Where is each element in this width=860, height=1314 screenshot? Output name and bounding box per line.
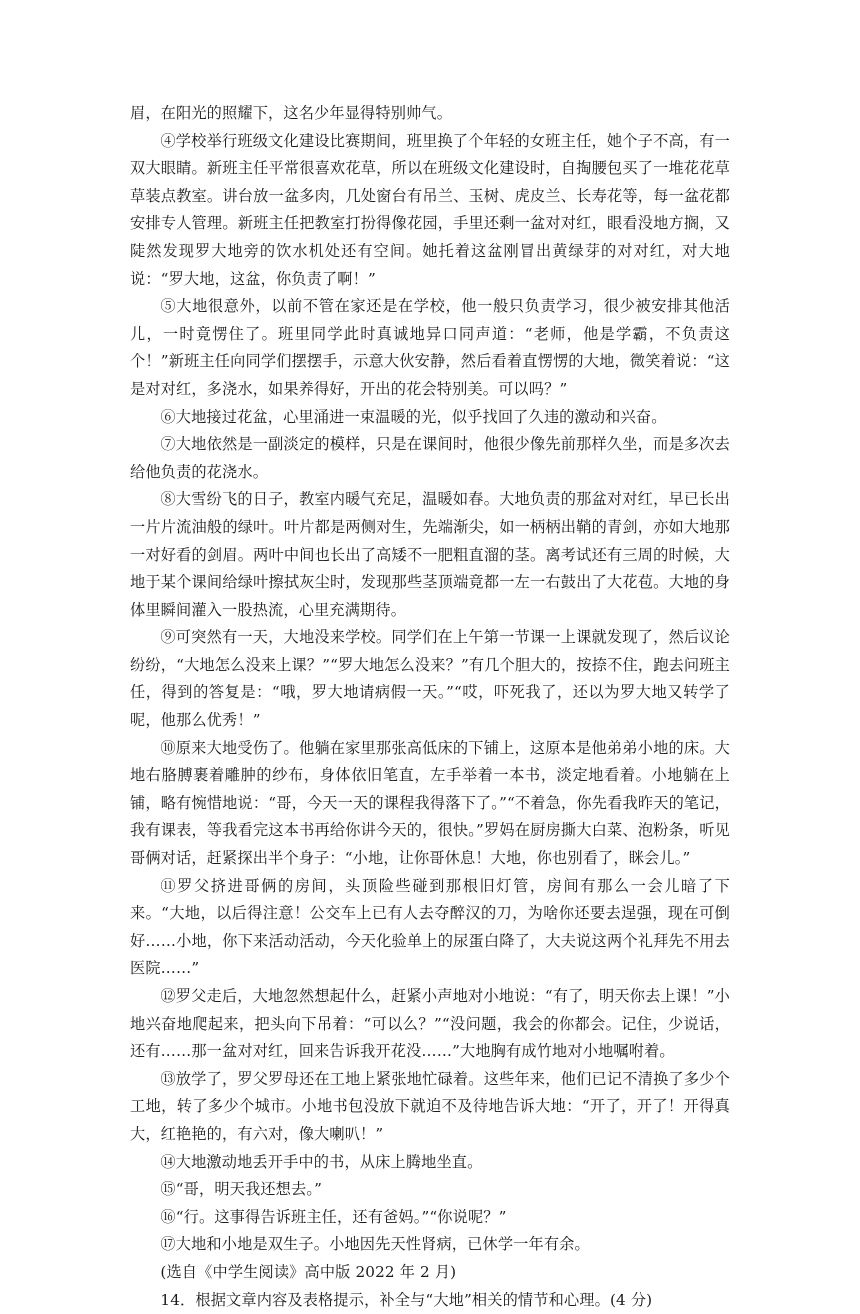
paragraph-12: ⑫罗父走后，大地忽然想起什么，赶紧小声地对小地说：“有了，明天你去上课！”小地兴奋地爬起来，把头向下吊着：“可以么？”“没问题，我会的你都会。记住，少说话，还有……那一盆对对红，回来告诉我开花没……”大地胸有成竹地对小地嘱咐着。 (130, 987, 730, 1061)
paragraph-9: ⑨可突然有一天，大地没来学校。同学们在上午第一节课一上课就发现了，然后议论纷纷，“大地怎么没来上课？”“罗大地怎么没来？”有几个胆大的，按捺不住，跑去问班主任，得到的答复是：“哦，罗大地请病假一天。”“哎，吓死我了，还以为罗大地又转学了呢，他那么优秀！” (130, 628, 730, 730)
paragraph-11: ⑪罗父挤进哥俩的房间，头顶险些碰到那根旧灯管，房间有那么一会儿暗了下来。“大地，以后得注意！公交车上已有人去夺醉汉的刀，为啥你还要去逞强，现在可倒好……小地，你下来活动活动，今天化验单上的尿蛋白降了，大夫说这两个礼拜先不用去医院……” (130, 876, 730, 978)
paragraph-14: ⑭大地激动地丢开手中的书，从床上腾地坐直。 (160, 1152, 483, 1171)
paragraph-4: ④学校举行班级文化建设比赛期间，班里换了个年轻的女班主任，她个子不高，有一双大眼睛。新班主任平常很喜欢花草，所以在班级文化建设时，自掏腰包买了一堆花花草草装点教室。讲台放一盆多肉，几处窗台有吊兰、玉树、虎皮兰、长寿花等，每一盆花都安排专人管理。新班主任把教室打扮得像花园，手里还剩一盆对对红，眼看没地方搁，又陡然发现罗大地旁的饮水机处还有空间。她托着这盆刚冒出黄绿芽的对对红，对大地说：“罗大地，这盆，你负责了啊！” (130, 131, 730, 288)
paragraph-7: ⑦大地依然是一副淡定的模样，只是在课间时，他很少像先前那样久坐，而是多次去给他负责的花浇水。 (130, 435, 730, 481)
question-14: 14．根据文章内容及表格提示，补全与“大地”相关的情节和心理。(4 分) (160, 1290, 653, 1309)
article-page (130, 100, 730, 1314)
paragraph-16: ⑯“行。这事得告诉班主任，还有爸妈。”“你说呢？” (160, 1207, 507, 1226)
paragraph-6: ⑥大地接过花盆，心里涌进一束温暖的光，似乎找回了久违的激动和兴奋。 (160, 407, 667, 426)
source-citation: (选自《中学生阅读》高中版 2022 年 2 月) (160, 1262, 457, 1281)
paragraph-13: ⑬放学了，罗父罗母还在工地上紧张地忙碌着。这些年来，他们已记不清换了多少个工地，转了多少个城市。小地书包没放下就迫不及待地告诉大地：“开了，开了！开得真大，红艳艳的，有六对，像大喇叭！” (130, 1069, 730, 1143)
paragraph-17: ⑰大地和小地是双生子。小地因先天性肾病，已休学一年有余。 (160, 1235, 590, 1254)
paragraph-10: ⑩原来大地受伤了。他躺在家里那张高低床的下铺上，这原本是他弟弟小地的床。大地右胳膊裹着雕肿的纱布，身体依旧笔直，左手举着一本书，淡定地看着。小地躺在上铺，略有惋惜地说：“哥，今天一天的课程我得落下了。”“不着急，你先看我昨天的笔记，我有课表，等我看完这本书再给你讲今天的，很快。”罗妈在厨房撕大白菜、泡粉条，听见哥俩对话，赶紧探出半个身子：“小地，让你哥休息！大地，你也别看了，眯会儿。” (130, 738, 730, 868)
paragraph-8: ⑧大雪纷飞的日子，教室内暖气充足，温暖如春。大地负责的那盆对对红，早已长出一片片流油般的绿叶。叶片都是两侧对生，先端渐尖，如一柄柄出鞘的青剑，亦如大地那一对好看的剑眉。两叶中间也长出了高矮不一肥粗直溜的茎。离考试还有三周的时候，大地于某个课间给绿叶擦拭灰尘时，发现那些茎顶端竟都一左一右鼓出了大花苞。大地的身体里瞬间灌入一股热流，心里充满期待。 (130, 490, 730, 619)
paragraph-15: ⑮“哥，明天我还想去。” (160, 1180, 322, 1199)
paragraph-5: ⑤大地很意外，以前不管在家还是在学校，他一般只负责学习，很少被安排其他活儿，一时竟愣住了。班里同学此时真诚地异口同声道：“老师，他是学霸，不负责这个！”新班主任向同学们摆摆手，示意大伙安静，然后看着直愣愣的大地，微笑着说：“这是对对红，多浇水，如果养得好，开出的花会特别美。可以吗？” (130, 297, 730, 398)
paragraph-continued: 眉，在阳光的照耀下，这名少年显得特别帅气。 (130, 104, 453, 122)
